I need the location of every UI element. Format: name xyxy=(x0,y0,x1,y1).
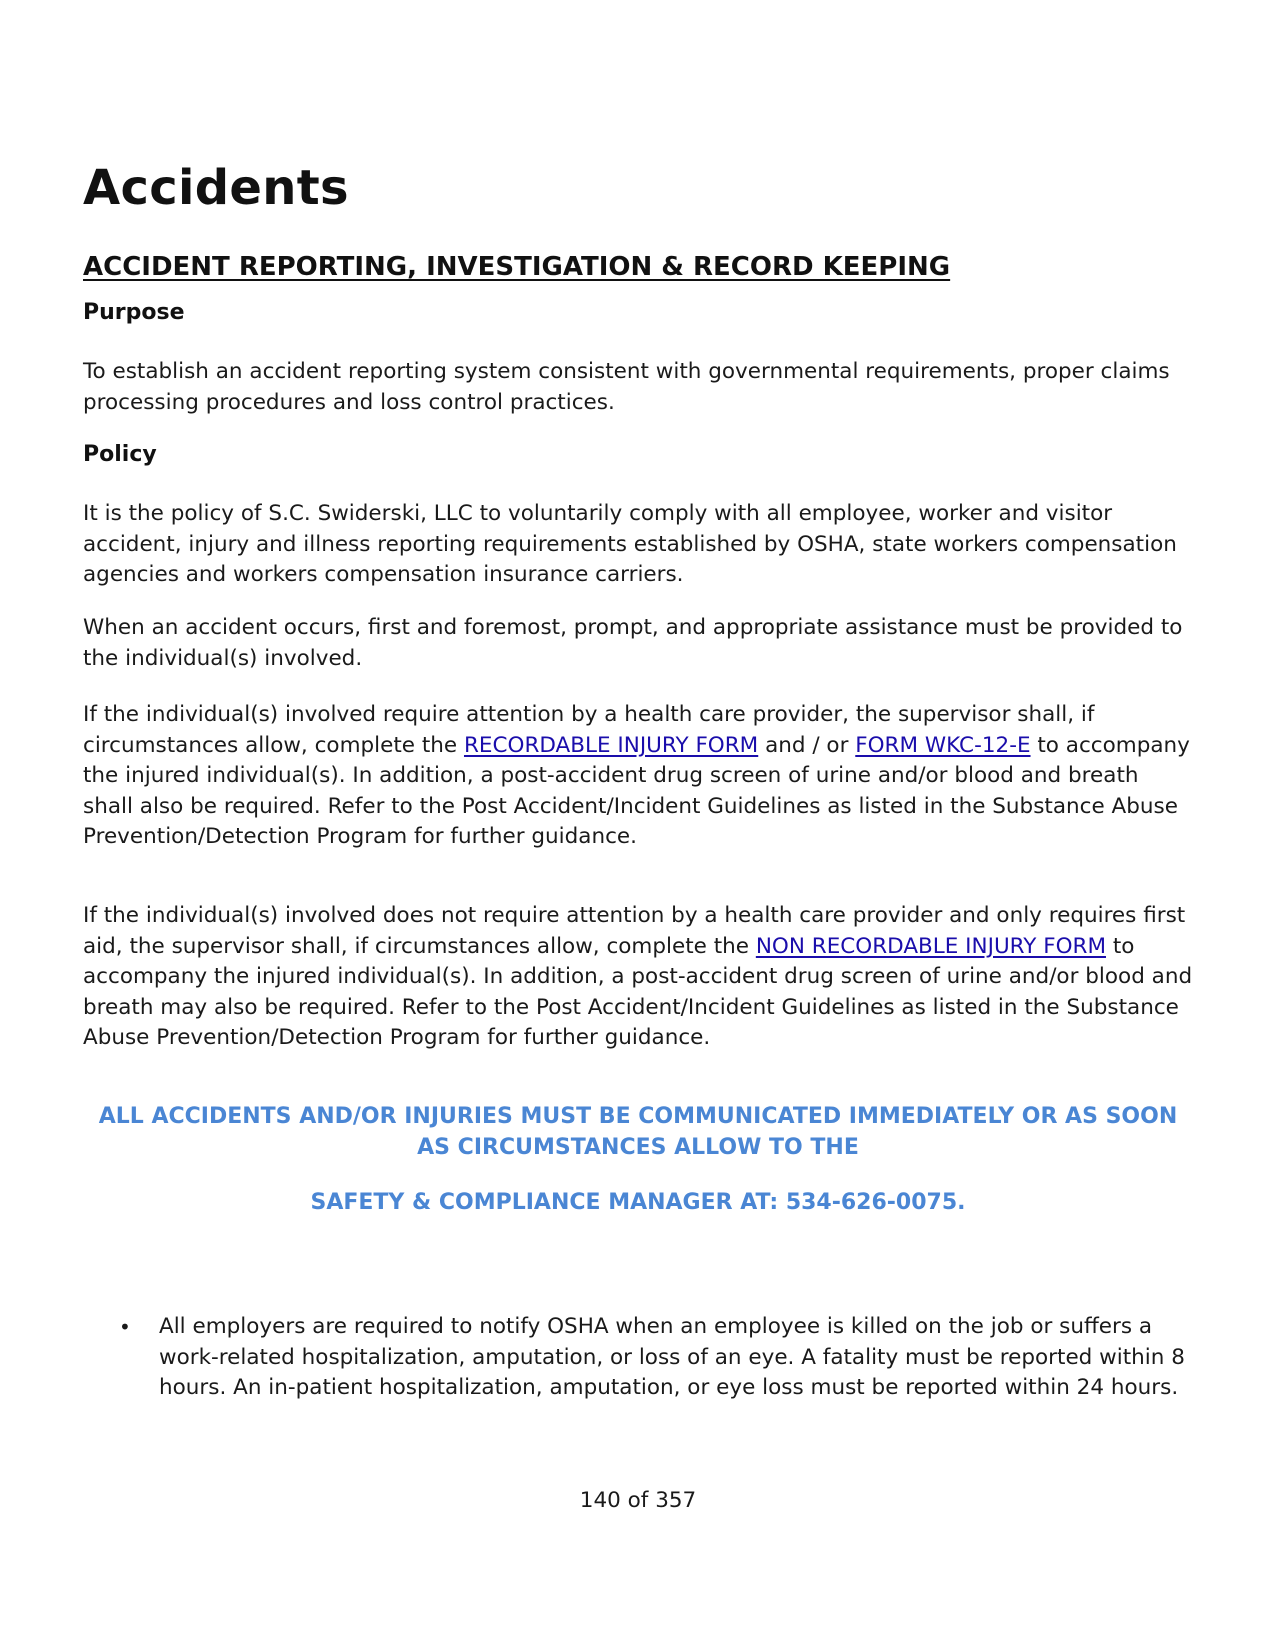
purpose-text: To establish an accident reporting system consistent with governmental requirements, proper claims processing procedures and loss control practices. xyxy=(83,359,1170,415)
policy-paragraph-2: When an accident occurs, first and foremost, prompt, and appropriate assistance must be provided to the individual(s) involved. xyxy=(83,615,1183,671)
notice-line-1: ALL ACCIDENTS AND/OR INJURIES MUST BE COMMUNICATED IMMEDIATELY OR AS SOON AS CIRCUMSTANCES ALLOW TO THE xyxy=(98,1104,1178,1160)
paragraph-text: and / or xyxy=(758,732,856,758)
paragraph-text: to accompany the injured individual(s). In addition, a post-accident drug screen of urine and/or blood and breath may also be required. Refer to the Post Accident/Incident Guidelines as listed in the Substance Abuse Prevention/Detection Program for further guidance. xyxy=(83,933,1193,1050)
paragraph-text: If the individual(s) involved does not require attention by a health care provider and only requires first aid, the supervisor shall, if circumstances allow, complete the xyxy=(83,903,1186,959)
notice-line-2: SAFETY & COMPLIANCE MANAGER AT: 534-626-0075. xyxy=(310,1190,966,1215)
section-subtitle: ACCIDENT REPORTING, INVESTIGATION & RECORD KEEPING xyxy=(83,252,951,282)
purpose-heading: Purpose xyxy=(83,300,185,325)
policy-paragraph-3 xyxy=(83,700,1193,853)
list-item-text: All employers are required to notify OSHA when an employee is killed on the job or suffers a work-related hospitalization, amputation, or loss of an eye. A fatality must be reported within 8 hours. An in-patient hospitalization, amputation, or eye loss must be reported within 24 hours. xyxy=(159,1314,1185,1400)
bullet-icon: • xyxy=(119,1315,131,1339)
form-wkc-12-e-link[interactable]: FORM WKC-12-E xyxy=(855,732,1031,758)
bullet-list xyxy=(83,1312,1193,1404)
paragraph-text: to accompany the injured individual(s). In addition, a post-accident drug screen of urine and/or blood and breath shall also be required. Refer to the Post Accident/Incident Guidelines as listed in the Substance Abuse Prevention/Detection Program for further guidance. xyxy=(83,732,1190,849)
policy-paragraph-4 xyxy=(83,901,1193,1054)
recordable-injury-form-link[interactable]: RECORDABLE INJURY FORM xyxy=(463,732,759,758)
page-number: 140 of 357 xyxy=(579,1488,697,1513)
paragraph-text: If the individual(s) involved require attention by a health care provider, the supervisor shall, if circumstances allow, complete the xyxy=(83,702,1095,758)
list-item xyxy=(83,1312,1193,1404)
non-recordable-injury-form-link[interactable]: NON RECORDABLE INJURY FORM xyxy=(755,933,1106,959)
policy-paragraph-1: It is the policy of S.C. Swiderski, LLC to voluntarily comply with all employee, worker and visitor accident, injury and illness reporting requirements established by OSHA, state workers compensation agencies and workers compensation insurance carriers. xyxy=(83,501,1177,587)
page-title: Accidents xyxy=(83,160,349,216)
policy-heading: Policy xyxy=(83,442,157,467)
